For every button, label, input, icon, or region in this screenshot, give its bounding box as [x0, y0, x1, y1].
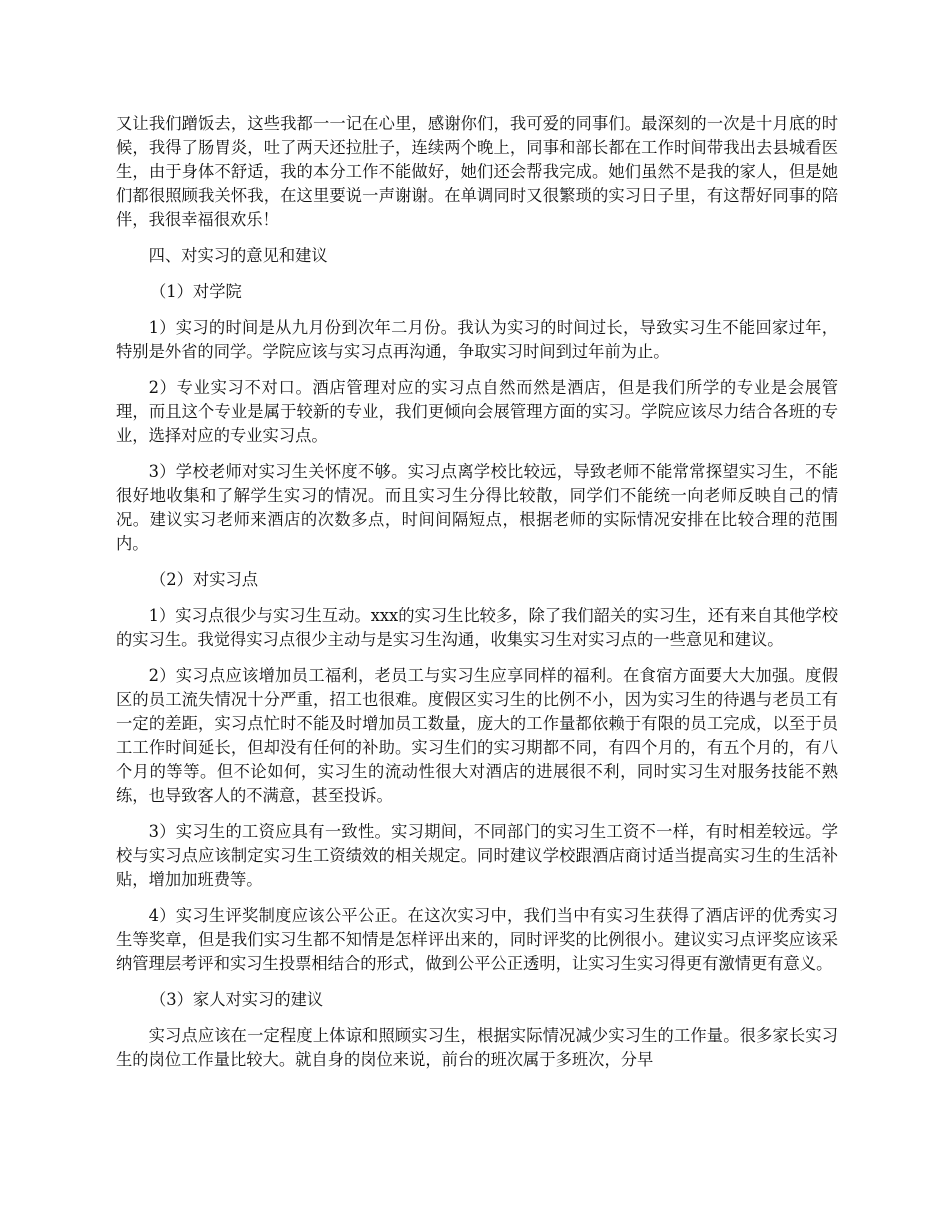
paragraph-college-1: 1）实习的时间是从九月份到次年二月份。我认为实习的时间过长，导致实习生不能回家过年，特别是外省的同学。学院应该与实习点再沟通，争取实习时间到过年前为止。: [116, 318, 838, 361]
subheading-family-suggestions: （3）家人对实习的建议: [150, 990, 324, 1009]
subheading-to-college: （1）对学院: [150, 282, 242, 301]
document-page: [116, 112, 838, 1084]
paragraph-site-1: 1）实习点很少与实习生互动。xxx的实习生比较多，除了我们韶关的实习生，还有来自其他学校的实习生。我觉得实习点很少主动与是实习生沟通，收集实习生对实习点的一些意见和建议。: [116, 606, 838, 649]
paragraph-site-3: 3）实习生的工资应具有一致性。实习期间，不同部门的实习生工资不一样，有时相差较远。学校与实习点应该制定实习生工资绩效的相关规定。同时建议学校跟酒店商讨适当提高实习生的生活补贴，增加加班费等。: [116, 822, 838, 889]
paragraph-family-1: 实习点应该在一定程度上体谅和照顾实习生，根据实际情况减少实习生的工作量。很多家长实习生的岗位工作量比较大。就自身的岗位来说，前台的班次属于多班次，分早: [116, 1026, 838, 1069]
section-heading-suggestions: 四、对实习的意见和建议: [148, 246, 328, 265]
subheading-to-internship-site: （2）对实习点: [150, 570, 259, 589]
paragraph-coworkers-thanks: 又让我们蹭饭去，这些我都一一记在心里，感谢你们，我可爱的同事们。最深刻的一次是十月底的时候，我得了肠胃炎，吐了两天还拉肚子，连续两个晚上，同事和部长都在工作时间带我出去县城看医生，由于身体不舒适，我的本分工作不能做好，她们还会帮我完成。她们虽然不是我的家人，但是她们都很照顾我关怀我，在这里要说一声谢谢。在单调同时又很繁琐的实习日子里，有这帮好同事的陪伴，我很幸福很欢乐！: [116, 114, 838, 229]
paragraph-college-3: 3）学校老师对实习生关怀度不够。实习点离学校比较远，导致老师不能常常探望实习生，不能很好地收集和了解学生实习的情况。而且实习生分得比较散，同学们不能统一向老师反映自己的情况。建议实习老师来酒店的次数多点，时间间隔短点，根据老师的实际情况安排在比较合理的范围内。: [116, 462, 838, 553]
paragraph-site-2: 2）实习点应该增加员工福利，老员工与实习生应享同样的福利。在食宿方面要大大加强。度假区的员工流失情况十分严重，招工也很难。度假区实习生的比例不小，因为实习生的待遇与老员工有一定的差距，实习点忙时不能及时增加员工数量，庞大的工作量都依赖于有限的员工完成，以至于员工工作时间延长，但却没有任何的补助。实习生们的实习期都不同，有四个月的，有五个月的，有八个月的等等。但不论如何，实习生的流动性很大对酒店的进展很不利，同时实习生对服务技能不熟练，也导致客人的不满意，甚至投诉。: [116, 666, 838, 805]
paragraph-site-4: 4）实习生评奖制度应该公平公正。在这次实习中，我们当中有实习生获得了酒店评的优秀实习生等奖章，但是我们实习生都不知情是怎样评出来的，同时评奖的比例很小。建议实习点评奖应该采纳管理层考评和实习生投票相结合的形式，做到公平公正透明，让实习生实习得更有激情更有意义。: [116, 906, 838, 973]
paragraph-college-2: 2）专业实习不对口。酒店管理对应的实习点自然而然是酒店，但是我们所学的专业是会展管理，而且这个专业是属于较新的专业，我们更倾向会展管理方面的实习。学院应该尽力结合各班的专业，选择对应的专业实习点。: [116, 378, 838, 445]
